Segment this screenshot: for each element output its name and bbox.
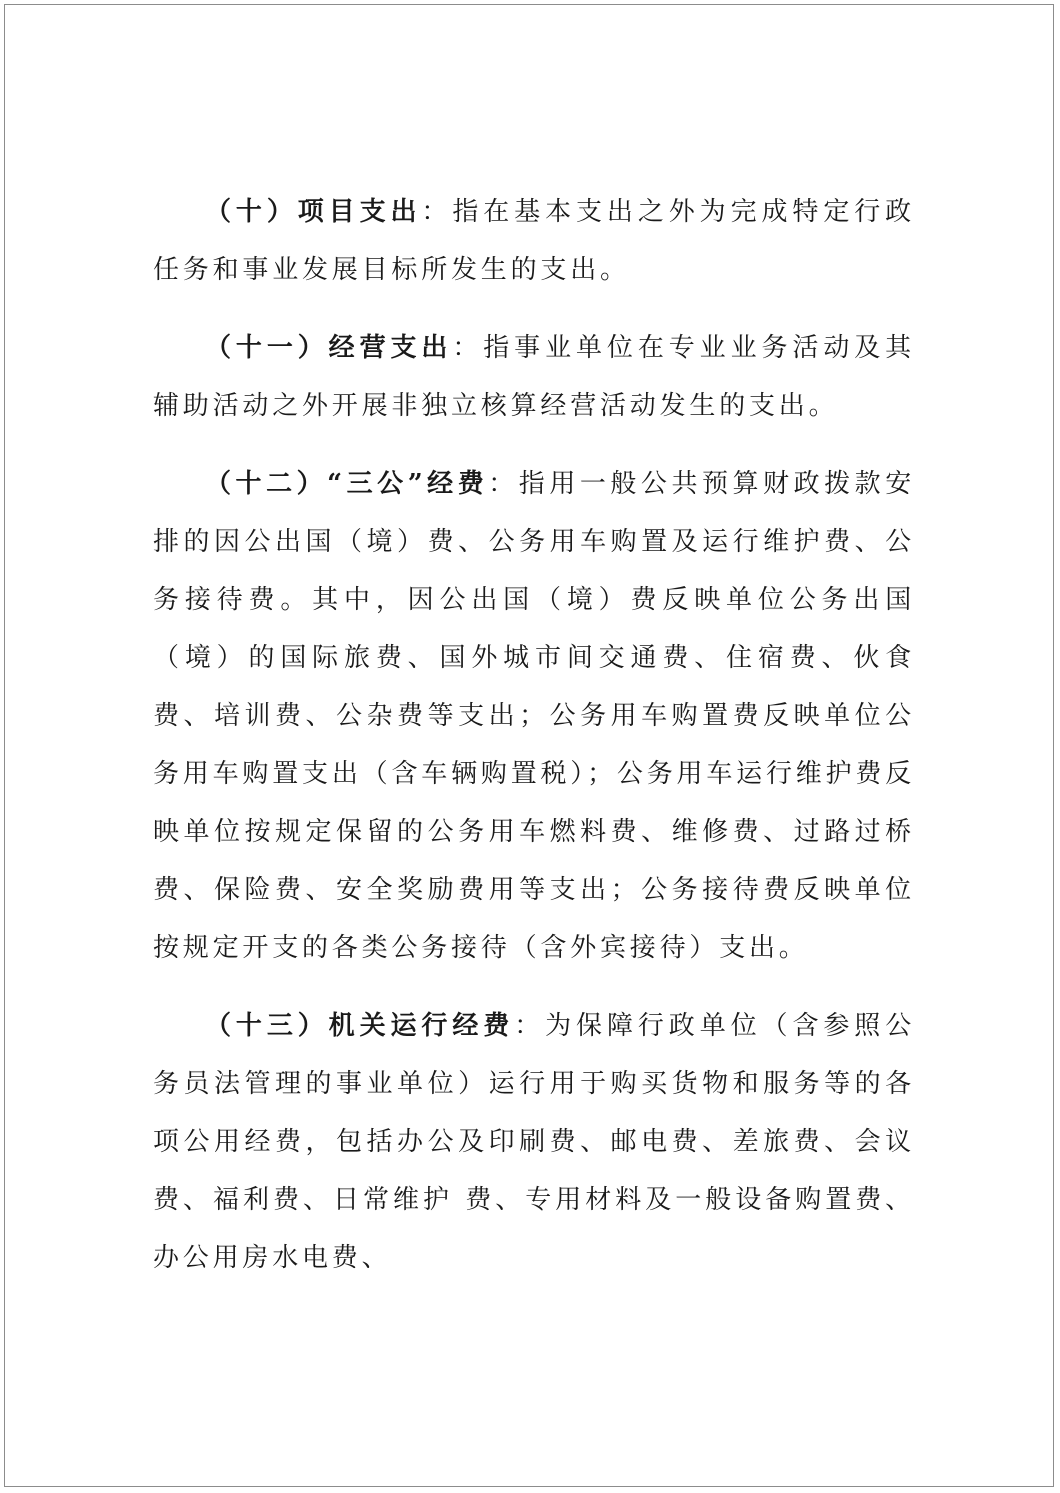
paragraph-three-public-expenses xyxy=(153,455,915,977)
term-three-public-expenses: （十二）“三公”经费 xyxy=(205,469,489,499)
paragraph-agency-operating-funds xyxy=(153,997,915,1287)
term-operating-expenditure: （十一）经营支出 xyxy=(205,333,453,363)
paragraph-project-expenditure xyxy=(153,183,915,299)
definition-three-public-expenses: ：指用一般公共预算财政拨款安排的因公出国（境）费、公务用车购置及运行维护费、公务接待费。其中，因公出国（境）费反映单位公务出国（境）的国际旅费、国外城市间交通费、住宿费、伙食费、培训费、公杂费等支出；公务用车购置费反映单位公务用车购置支出（含车辆购置税）；公务用车运行维护费反映单位按规定保留的公务用车燃料费、维修费、过路过桥费、保险费、安全奖励费用等支出；公务接待费反映单位按规定开支的各类公务接待（含外宾接待）支出。 xyxy=(153,469,915,963)
term-agency-operating-funds: （十三）机关运行经费 xyxy=(205,1011,515,1041)
definition-project-expenditure: ：指在基本支出之外为完成特定行政任务和事业发展目标所发生的支出。 xyxy=(153,197,915,285)
paragraph-operating-expenditure xyxy=(153,319,915,435)
page-frame xyxy=(4,4,1054,1487)
definition-operating-expenditure: ：指事业单位在专业业务活动及其辅助活动之外开展非独立核算经营活动发生的支出。 xyxy=(153,333,915,421)
document-body xyxy=(153,183,915,1307)
term-project-expenditure: （十）项目支出 xyxy=(205,197,422,227)
definition-agency-operating-funds: ：为保障行政单位（含参照公务员法管理的事业单位）运行用于购买货物和服务等的各项公用经费，包括办公及印刷费、邮电费、差旅费、会议费、福利费、日常维护 费、专用材料及一般设备购置费、办公用房水电费、 xyxy=(153,1011,915,1273)
